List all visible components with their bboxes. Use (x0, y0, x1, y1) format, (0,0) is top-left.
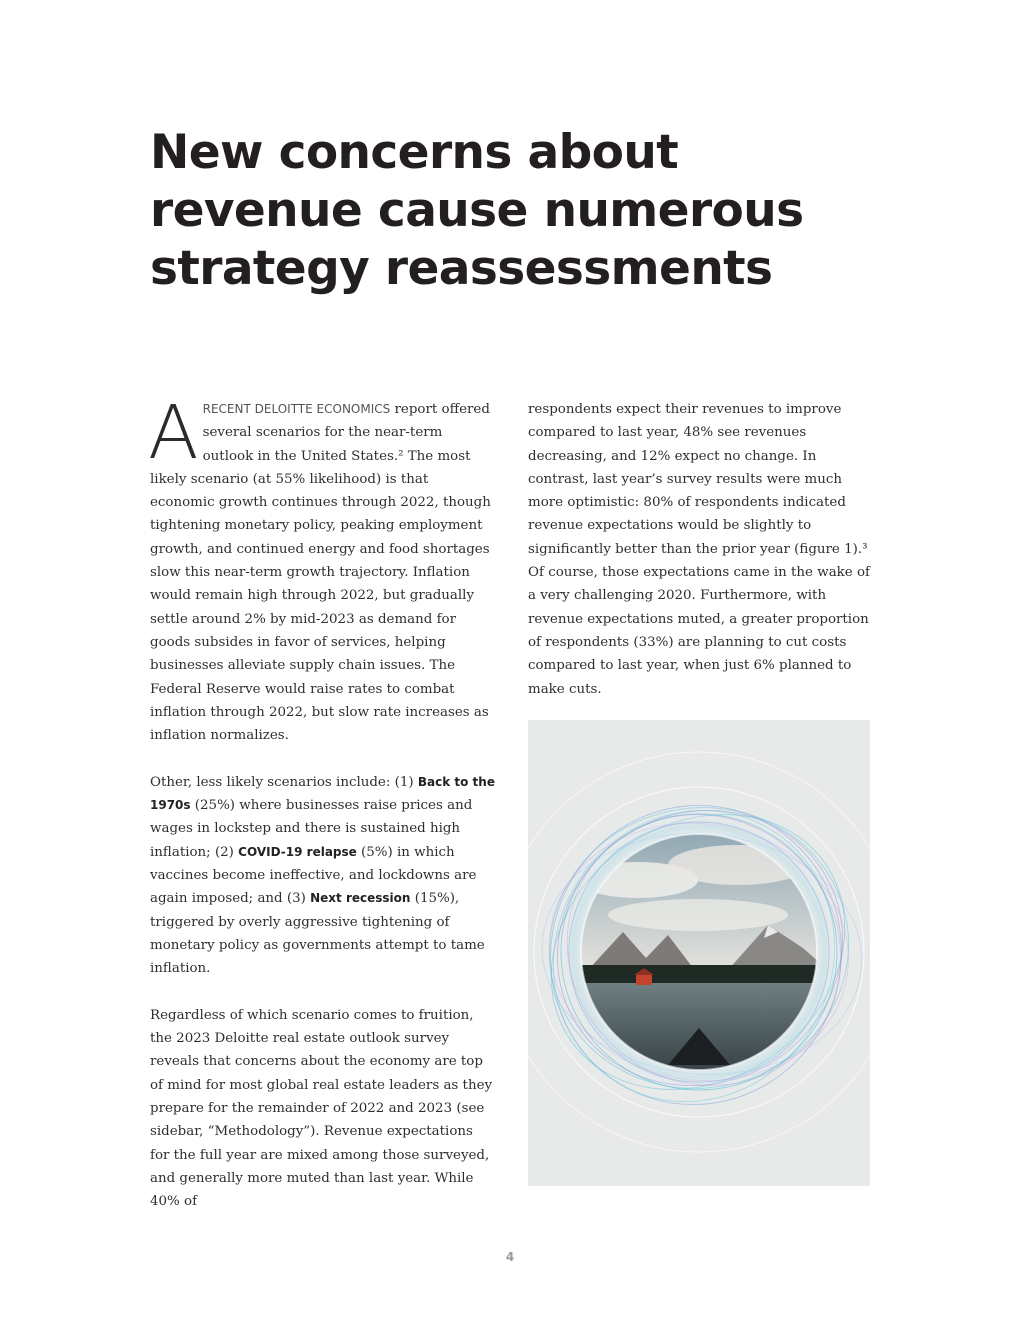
paragraph-2-text-1: Other, less likely scenarios include: (1) (150, 774, 418, 790)
left-column (148, 390, 495, 1213)
scenario-covid-relapse: COVID-19 relapse (238, 844, 357, 859)
right-column (528, 398, 873, 701)
lake-illustration (528, 720, 870, 1186)
paragraph-1 (148, 390, 495, 747)
paragraph-2-text-3: (5%) in which vaccines become ineffective, and lockdowns are again imposed; and (3) (150, 844, 477, 907)
paragraph-2-text-2: (25%) where businesses raise prices and wages in lockstep and there is sustained high inflation; (2) (150, 798, 473, 860)
scenario-next-recession: Next recession (310, 891, 411, 906)
paragraph-2 (150, 771, 495, 981)
paragraph-2-text-4: (15%), triggered by overly aggressive tightening of monetary policy as governments attempt to tame inflation. (150, 891, 485, 977)
lake-illustration-art (528, 720, 870, 1186)
page-title: New concerns about revenue cause numerous strategy reassessments (150, 125, 804, 296)
drop-cap: A (148, 390, 199, 476)
paragraph-4: respondents expect their revenues to improve compared to last year, 48% see revenues decreasing, and 12% expect no change. In contrast, last year’s survey results were much more optimistic: 80% of respondents indicated revenue expectations would be slightly to significantly better than the prior year (figure 1).³ Of course, those expectations came in the wake of a very challenging 2020. Furthermore, with revenue expectations muted, a greater proportion of respondents (33%) are planning to cut costs compared to last year, when just 6% planned to make cuts. (528, 402, 870, 697)
paragraph-3: Regardless of which scenario comes to fruition, the 2023 Deloitte real estate outlook survey reveals that concerns about the economy are top of mind for most global real estate leaders as they prepare for the remainder of 2022 and 2023 (see sidebar, “Methodology”). Revenue expectations for the full year are mixed among those surveyed, and generally more muted than last year. While 40% of (150, 1007, 493, 1210)
lead-in: RECENT DELOITTE ECONOMICS (202, 402, 391, 416)
page-number: 4 (505, 1250, 515, 1264)
scenario-back-to-1970s: Back to the 1970s (150, 774, 495, 813)
paragraph-1-text: report offered several scenarios for the near-term outlook in the United States.² The most likely scenario (at 55% likelihood) is that economic growth continues through 2022, though tightening monetary policy, peaking employment growth, and continued energy and food shortages slow this near-term growth trajectory. Inflation would remain high through 2022, but gradually settle around 2% by mid-2023 as demand for goods subsides in favor of services, helping businesses alleviate supply chain issues. The Federal Reserve would raise rates to combat inflation through 2022, but slow rate increases as inflation normalizes. (150, 402, 491, 744)
